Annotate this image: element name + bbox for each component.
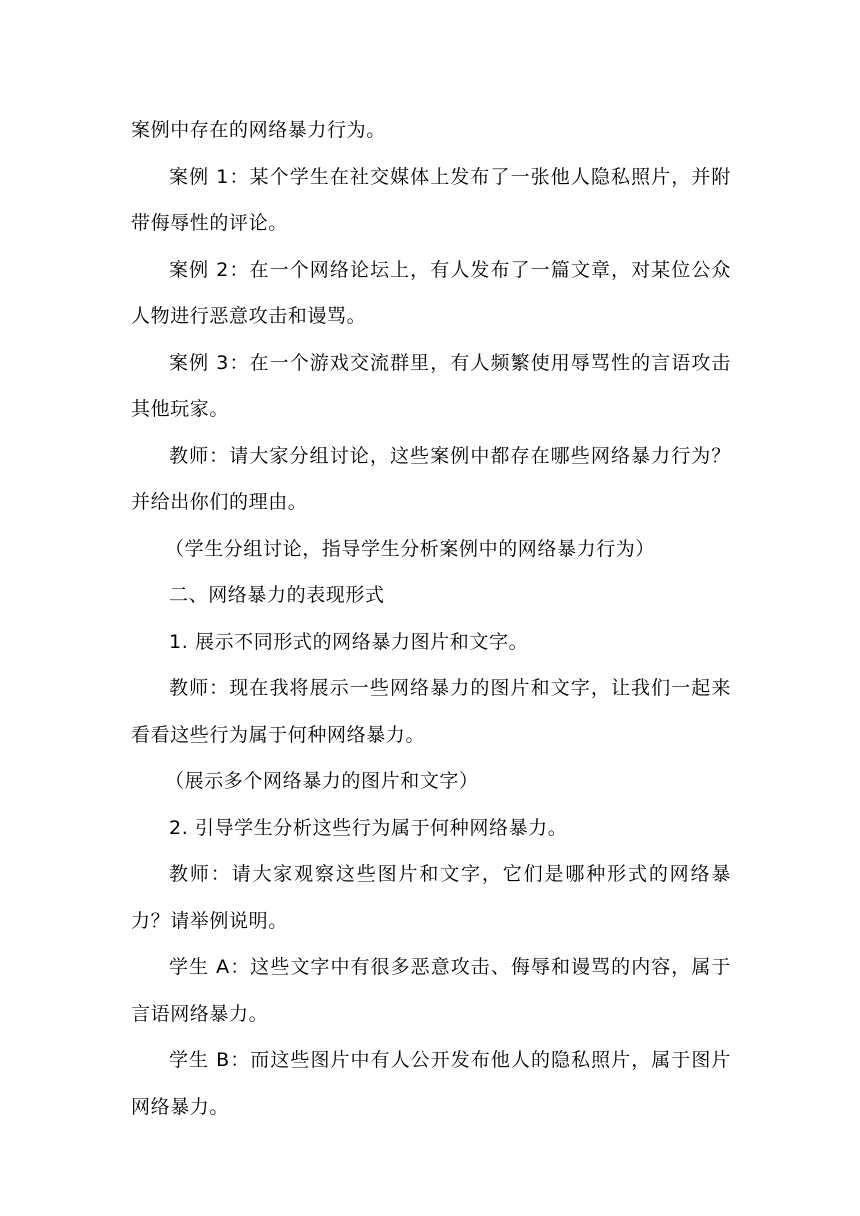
paragraph-case-intro: 案例中存在的网络暴力行为。 [131,119,386,141]
list-item-1: 1. 展示不同形式的网络暴力图片和文字。 [169,630,529,653]
paragraph-case-3: 案例 3：在一个游戏交流群里，有人频繁使用辱骂性的言语攻击其他玩家。 [131,351,731,420]
paragraph-teacher-show: 教师：现在我将展示一些网络暴力的图片和文字，让我们一起来看看这些行为属于何种网络暴力。 [131,677,731,746]
document-body [131,107,731,1130]
paragraph-teacher-discussion: 教师：请大家分组讨论，这些案例中都存在哪些网络暴力行为？并给出你们的理由。 [131,444,731,513]
paragraph-show-note: （展示多个网络暴力的图片和文字） [165,770,479,792]
paragraph-case-1: 案例 1：某个学生在社交媒体上发布了一张他人隐私照片，并附带侮辱性的评论。 [131,165,731,234]
paragraph-student-a: 学生 A：这些文字中有很多恶意攻击、侮辱和谩骂的内容，属于言语网络暴力。 [131,956,731,1025]
paragraph-case-2: 案例 2：在一个网络论坛上，有人发布了一篇文章，对某位公众人物进行恶意攻击和谩骂。 [131,258,731,327]
paragraph-teacher-observe: 教师：请大家观察这些图片和文字，它们是哪种形式的网络暴力？请举例说明。 [131,863,731,932]
paragraph-student-b: 学生 B：而这些图片中有人公开发布他人的隐私照片，属于图片网络暴力。 [131,1049,731,1118]
list-item-2: 2. 引导学生分析这些行为属于何种网络暴力。 [169,816,568,839]
section-heading-forms: 二、网络暴力的表现形式 [169,584,385,606]
paragraph-student-discussion-note: （学生分组讨论，指导学生分析案例中的网络暴力行为） [165,537,656,560]
